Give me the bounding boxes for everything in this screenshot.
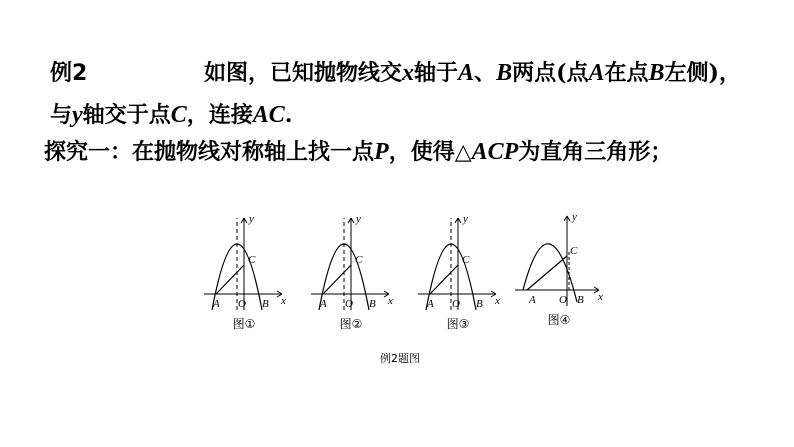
text-seg: 轴于 <box>414 60 459 86</box>
var-A: A <box>458 60 475 86</box>
var-C: C <box>170 102 187 128</box>
point-B: B <box>262 298 269 310</box>
text-seg: 在点 <box>604 60 649 86</box>
axis-y-label: y <box>572 211 577 223</box>
parabola-diagram <box>311 210 401 315</box>
axis-x-label: x <box>598 291 603 303</box>
figure-label: 图③ <box>446 317 470 331</box>
figure-label: 图② <box>339 317 363 331</box>
figure-label: 图① <box>232 317 256 331</box>
var-P: P <box>374 139 389 165</box>
point-C: C <box>462 254 470 266</box>
point-C: C <box>355 254 363 266</box>
var-AC: AC <box>252 102 285 128</box>
parabola-diagram <box>418 210 508 315</box>
figure-1 <box>204 210 304 335</box>
point-B: B <box>577 294 584 306</box>
point-O: O <box>238 298 246 310</box>
text-seg: 两点(点 <box>512 60 589 86</box>
point-C: C <box>248 254 256 266</box>
text-seg: 轴交于点 <box>82 102 171 128</box>
var-ACP: ACP <box>471 139 519 165</box>
problem-line-3 <box>44 137 672 167</box>
text-seg: 如图，已知抛物线交 <box>204 60 403 86</box>
y-axis <box>348 218 354 310</box>
example-label: 例2 <box>50 61 88 86</box>
point-C: C <box>570 245 578 257</box>
segment-ac <box>216 265 244 294</box>
y-axis <box>241 218 247 310</box>
point-O: O <box>345 298 353 310</box>
axis-y-label: y <box>463 213 468 225</box>
point-A: A <box>427 298 434 310</box>
parabola-diagram <box>515 210 605 315</box>
figure-caption: 例2题图 <box>380 352 420 365</box>
point-A: A <box>213 298 220 310</box>
axis-y-label: y <box>356 213 361 225</box>
var-B: B <box>496 60 513 86</box>
text-seg: 探究一：在抛物线对称轴上找一点 <box>44 139 375 165</box>
text-seg: 为直角三角形； <box>518 139 673 165</box>
text-seg: . <box>284 102 293 128</box>
point-B: B <box>476 298 483 310</box>
text-seg: ，使得△ <box>388 139 472 165</box>
y-axis <box>455 218 461 310</box>
text-seg: ，连接 <box>186 102 253 128</box>
problem-line-2 <box>50 100 292 130</box>
figure-label: 图④ <box>547 313 571 327</box>
text-seg: 与 <box>50 102 73 128</box>
var-y: y <box>72 102 83 128</box>
figure-3 <box>418 210 518 335</box>
var-x: x <box>402 60 415 86</box>
axis-x-label: x <box>495 295 500 307</box>
var-B: B <box>648 60 665 86</box>
axis-x-label: x <box>281 295 286 307</box>
figure-4 <box>515 210 615 335</box>
segment-ac <box>323 265 351 294</box>
axis-x-label: x <box>388 295 393 307</box>
point-B: B <box>369 298 376 310</box>
y-axis <box>564 216 570 306</box>
axis-y-label: y <box>249 213 254 225</box>
text-seg: 左侧)， <box>664 60 741 86</box>
figure-2 <box>311 210 411 335</box>
problem-line-1 <box>50 58 741 89</box>
parabola-diagram <box>204 210 294 315</box>
var-A: A <box>588 60 605 86</box>
segment-ac <box>430 265 458 294</box>
text-seg: 、 <box>474 60 497 86</box>
point-A: A <box>320 298 327 310</box>
point-O: O <box>452 298 460 310</box>
point-O: O <box>559 294 567 306</box>
point-A: A <box>529 294 536 306</box>
